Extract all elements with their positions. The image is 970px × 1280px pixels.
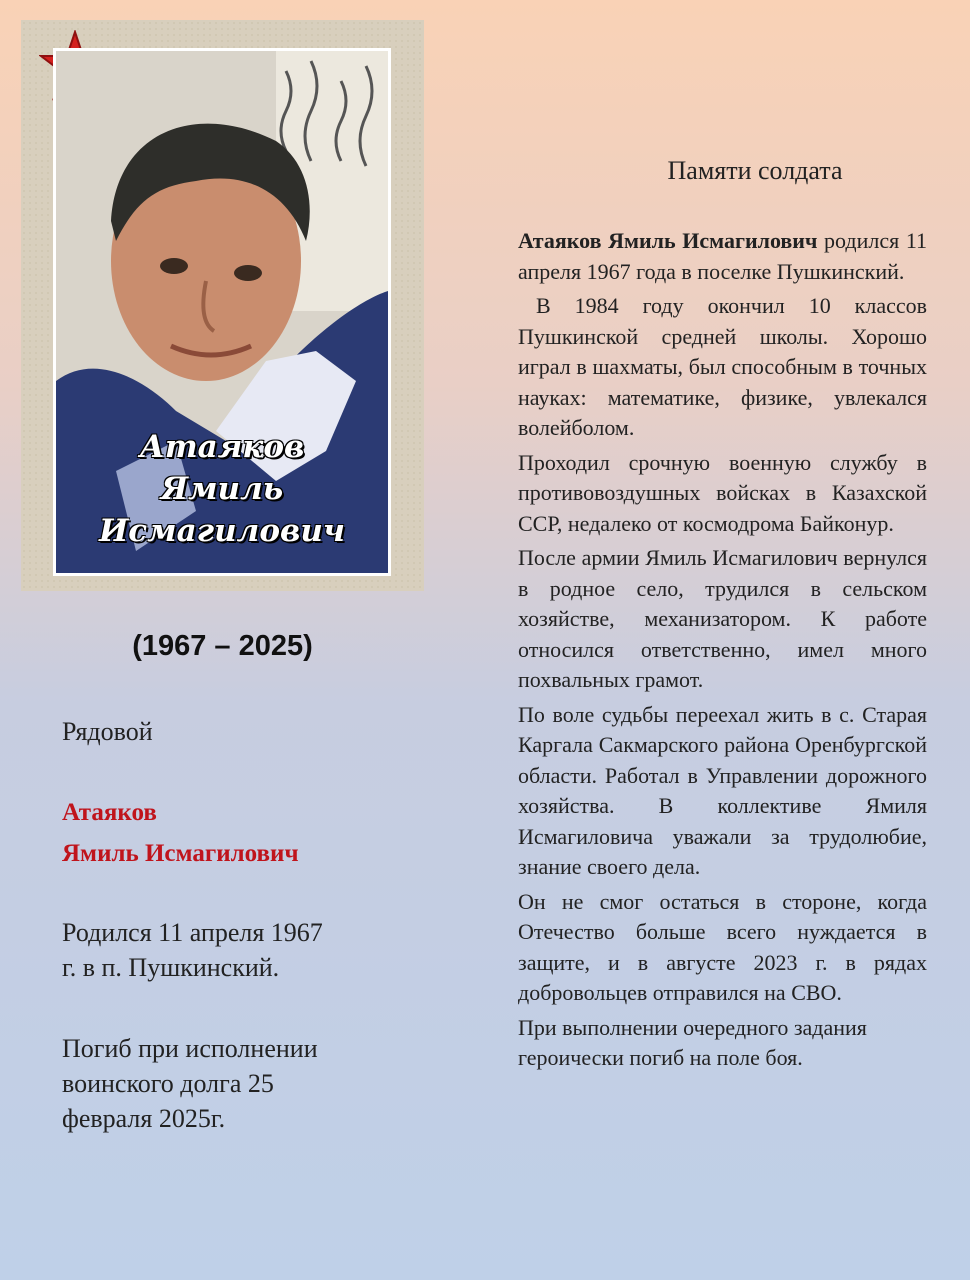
photo-caption-line-1: Атаяков bbox=[139, 429, 305, 465]
bio-paragraph-5: По воле судьбы переехал жить в с. Старая Каргала Сакмарского района Оренбургской области. Работал в Управлении дорожного хозяйства. В коллективе Ямиля Исмагиловича уважали за трудолюбие, знание своего дела. bbox=[518, 701, 927, 879]
life-years: (1967 – 2025) bbox=[132, 630, 313, 662]
portrait-frame bbox=[21, 20, 424, 591]
surname-label: Атаяков bbox=[62, 799, 157, 826]
death-line-3: февраля 2025г. bbox=[62, 1104, 226, 1133]
bio-paragraph-3: Проходил срочную военную службу в противовоздушных войсках в Казахской ССР, недалеко от космодрома Байконур. bbox=[518, 449, 927, 536]
death-line-1: Погиб при исполнении bbox=[62, 1034, 318, 1063]
bio-paragraph-1-text: родился 11 апреля 1967 года в поселке Пушкинский. bbox=[518, 228, 927, 284]
photo-caption-line-3: Исмагилович bbox=[98, 513, 346, 549]
biography-column bbox=[518, 156, 927, 1078]
death-line-2: воинского долга 25 bbox=[62, 1069, 274, 1098]
birth-line-2: г. в п. Пушкинский. bbox=[62, 953, 280, 982]
given-name-label: Ямиль Исмагилович bbox=[62, 840, 299, 867]
rank-label: Рядовой bbox=[62, 717, 153, 746]
birth-line-1: Родился 11 апреля 1967 bbox=[62, 918, 323, 947]
portrait-photo bbox=[53, 48, 391, 576]
bio-name-bold: Атаяков Ямиль Исмагилович bbox=[518, 228, 818, 253]
bio-paragraph-7: При выполнении очередного задания героически погиб на поле боя. bbox=[518, 1014, 867, 1070]
bio-paragraph-1 bbox=[518, 226, 927, 287]
bio-paragraph-4: После армии Ямиль Исмагилович вернулся в родное село, трудился в сельском хозяйстве, механизатором. К работе относился ответственно, имел много похвальных грамот. bbox=[518, 545, 927, 692]
bio-paragraph-2: В 1984 году окончил 10 классов Пушкинской средней школы. Хорошо играл в шахматы, был способным в точных науках: математике, физике, увлекался волейболом. bbox=[518, 293, 927, 440]
biography-heading: Памяти солдата bbox=[667, 156, 843, 185]
photo-caption-line-2: Ямиль bbox=[160, 471, 284, 507]
bio-paragraph-6: Он не смог остаться в стороне, когда Отечество больше всего нуждается в защите, и в августе 2023 г. в рядах добровольцев отправился на СВО. bbox=[518, 888, 927, 1005]
